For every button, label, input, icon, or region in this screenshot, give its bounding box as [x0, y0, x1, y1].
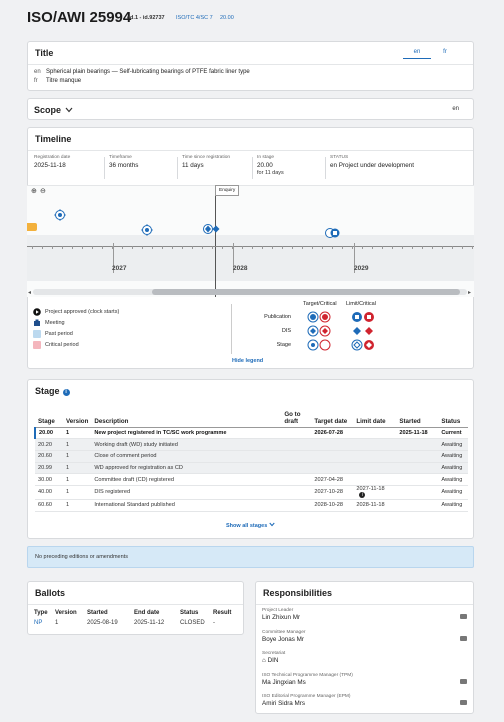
cell-goto [281, 427, 311, 439]
cell-started [396, 474, 438, 486]
page-title: ISO/AWI 25994 [27, 9, 132, 26]
ballot-type-link[interactable]: NP [34, 620, 43, 626]
cell-started [396, 499, 438, 511]
page-header [27, 6, 487, 30]
col-go-to-draft: Go to draft [281, 407, 311, 427]
cell-target: 2028-10-28 [311, 499, 353, 511]
tab-en[interactable]: en [403, 46, 431, 59]
cell-stage: 30.00 [35, 474, 63, 486]
timeline-chart[interactable]: ⊕ ⊖ Enquiry 2027 2028 2029 ◂ ▸ Project approved (clock starts) Meeting Past period Critical period Target/Critical Limit/Critical Publication DIS Stage Hide legend [27, 185, 474, 427]
cell-target: 2027-04-28 [311, 474, 353, 486]
cell-status: Awaiting [438, 499, 468, 511]
dis-target-icon[interactable] [202, 223, 222, 235]
publication-target-icon[interactable] [324, 227, 342, 239]
cell-limit [353, 474, 396, 486]
stat-registration: Registration date 2025-11-18 [34, 155, 71, 169]
edition-id: ed.1 - id.92737 [127, 15, 165, 21]
col-limit-date: Limit date [353, 407, 396, 427]
info-icon[interactable]: i [359, 492, 365, 498]
col-description: Description [91, 407, 281, 427]
resp-epm: ISO Editorial Programme Manager (EPM) Amiri Sidra Mrs [262, 694, 467, 707]
cell-goto [281, 462, 311, 474]
timeline-heading: Timeline [28, 128, 473, 151]
critical-period-swatch [33, 341, 41, 349]
cell-version: 1 [63, 474, 91, 486]
home-icon: ⌂ [262, 657, 268, 664]
cell-desc: WD approved for registration as CD [91, 462, 281, 474]
cell-version: 1 [63, 462, 91, 474]
committee-link[interactable]: ISO/TC 4/SC 7 [176, 15, 213, 21]
cell-status: Awaiting [438, 462, 468, 474]
stage-card [27, 379, 474, 539]
title-row-en: en Spherical plain bearings — Self-lubricating bearings of PTFE fabric liner type [34, 69, 250, 75]
cell-goto [281, 485, 311, 499]
col-target-date: Target date [311, 407, 353, 427]
cell-stage: 20.60 [35, 450, 63, 462]
timeline-card [27, 127, 474, 369]
cell-target [311, 439, 353, 451]
meeting-icon [33, 319, 41, 327]
cell-status: Awaiting [438, 474, 468, 486]
table-row [35, 439, 468, 451]
version-link[interactable]: 20.00 [220, 15, 234, 21]
show-all-stages-link[interactable]: Show all stages [226, 522, 275, 529]
title-row-fr: fr Titre manque [34, 78, 82, 84]
year-label-2027: 2027 [112, 265, 127, 272]
cell-target: 2027-10-28 [311, 485, 353, 499]
table-row [35, 427, 468, 439]
year-label-2029: 2029 [354, 265, 369, 272]
cell-goto [281, 450, 311, 462]
ballots-heading: Ballots [28, 582, 243, 605]
resp-project-leader: Project Leader Lin Zhixun Mr [262, 608, 467, 621]
cell-limit [353, 462, 396, 474]
scroll-right-icon[interactable]: ▸ [468, 290, 472, 296]
cell-started [396, 462, 438, 474]
mail-icon[interactable] [460, 614, 467, 619]
table-row [35, 499, 468, 511]
mail-icon[interactable] [460, 679, 467, 684]
cell-status: Awaiting [438, 439, 468, 451]
stat-timeframe: Timeframe 36 months [109, 155, 139, 169]
stage-target-icon[interactable] [54, 209, 66, 221]
cell-desc: New project registered in TC/SC work programme [91, 427, 281, 439]
stat-in-stage: In stage 20.00 for 11 days [257, 155, 284, 176]
timeline-legend: Project approved (clock starts) Meeting Past period Critical period [33, 306, 233, 350]
zoom-in-icon[interactable]: ⊕ [31, 188, 37, 195]
timeline-stats [28, 153, 473, 186]
chevron-down-icon [65, 107, 73, 113]
cell-goto [281, 499, 311, 511]
tab-fr[interactable]: fr [443, 49, 447, 55]
target-critical-symbols [307, 311, 333, 355]
cell-limit [353, 427, 396, 439]
cell-status: Current [438, 427, 468, 439]
responsibilities-card [255, 581, 474, 714]
scope-card[interactable] [27, 98, 474, 120]
cell-version: 1 [63, 499, 91, 511]
language-tabs [403, 46, 459, 59]
cell-desc: Close of comment period [91, 450, 281, 462]
resp-tpm: ISO Technical Programme Manager (TPM) Ma Jingxian Ms [262, 673, 467, 686]
cell-version: 1 [63, 485, 91, 499]
cell-limit [353, 450, 396, 462]
cell-started [396, 485, 438, 499]
enquiry-label: Enquiry [215, 185, 239, 196]
stat-time-since: Time since registration 11 days [182, 155, 231, 169]
cell-desc: International Standard published [91, 499, 281, 511]
limit-critical-symbols [351, 311, 377, 355]
timeline-scrollbar[interactable] [33, 289, 467, 295]
scroll-left-icon[interactable]: ◂ [28, 290, 32, 296]
cell-started [396, 439, 438, 451]
cell-stage: 20.00 [35, 427, 63, 439]
cell-desc: Working draft (WD) study initiated [91, 439, 281, 451]
col-stage: Stage [35, 407, 63, 427]
title-heading: Title [28, 42, 473, 65]
title-card [27, 41, 474, 91]
scrollbar-thumb[interactable] [152, 289, 460, 295]
cell-version: 1 [63, 427, 91, 439]
year-label-2028: 2028 [233, 265, 248, 272]
mail-icon[interactable] [460, 700, 467, 705]
ballots-card: Ballots Type Version Started End date Status Result NP 1 2025-08-19 2025-11-12 CLOSED - [27, 581, 244, 635]
cell-stage: 20.20 [35, 439, 63, 451]
cell-stage: 40.00 [35, 485, 63, 499]
stage-table [34, 407, 468, 512]
cell-goto [281, 439, 311, 451]
col-status: Status [438, 407, 468, 427]
cell-stage: 20.99 [35, 462, 63, 474]
stage-target-icon[interactable] [141, 224, 153, 236]
cell-started: 2025-11-18 [396, 427, 438, 439]
cell-goto [281, 474, 311, 486]
chevron-down-icon [269, 522, 275, 527]
cell-limit [353, 439, 396, 451]
table-row [35, 485, 468, 499]
no-editions-banner: No preceding editions or amendments [27, 546, 474, 568]
cell-limit: 2027-11-18i [353, 485, 396, 499]
cell-stage: 60.60 [35, 499, 63, 511]
zoom-out-icon[interactable]: ⊖ [40, 188, 46, 195]
cell-status: Awaiting [438, 450, 468, 462]
hide-legend-link[interactable]: Hide legend [232, 358, 264, 364]
cell-version: 1 [63, 439, 91, 451]
stat-status: STATUS en Project under development [330, 155, 415, 169]
col-started: Started [396, 407, 438, 427]
cell-limit: 2028-11-18 [353, 499, 396, 511]
info-icon[interactable]: i [63, 389, 70, 396]
cell-target [311, 450, 353, 462]
col-version: Version [63, 407, 91, 427]
scope-lang: en [452, 106, 459, 112]
cell-desc: DIS registered [91, 485, 281, 499]
cell-status: Awaiting [438, 485, 468, 499]
stage-heading: Stage i [28, 380, 473, 402]
resp-committee-manager: Committee Manager Boye Jonas Mr [262, 630, 467, 643]
clock-start-icon [33, 308, 41, 316]
past-period-swatch [33, 330, 41, 338]
table-row [35, 462, 468, 474]
scope-heading[interactable]: Scope [28, 99, 473, 121]
table-row [35, 474, 468, 486]
cell-target: 2026-07-28 [311, 427, 353, 439]
mail-icon[interactable] [460, 636, 467, 641]
cell-target [311, 462, 353, 474]
responsibilities-heading: Responsibilities [256, 582, 473, 605]
cell-desc: Committee draft (CD) registered [91, 474, 281, 486]
resp-secretariat: Secretariat ⌂ DIN [262, 651, 286, 664]
cell-version: 1 [63, 450, 91, 462]
today-marker [27, 223, 37, 231]
cell-started [396, 450, 438, 462]
table-row [35, 450, 468, 462]
